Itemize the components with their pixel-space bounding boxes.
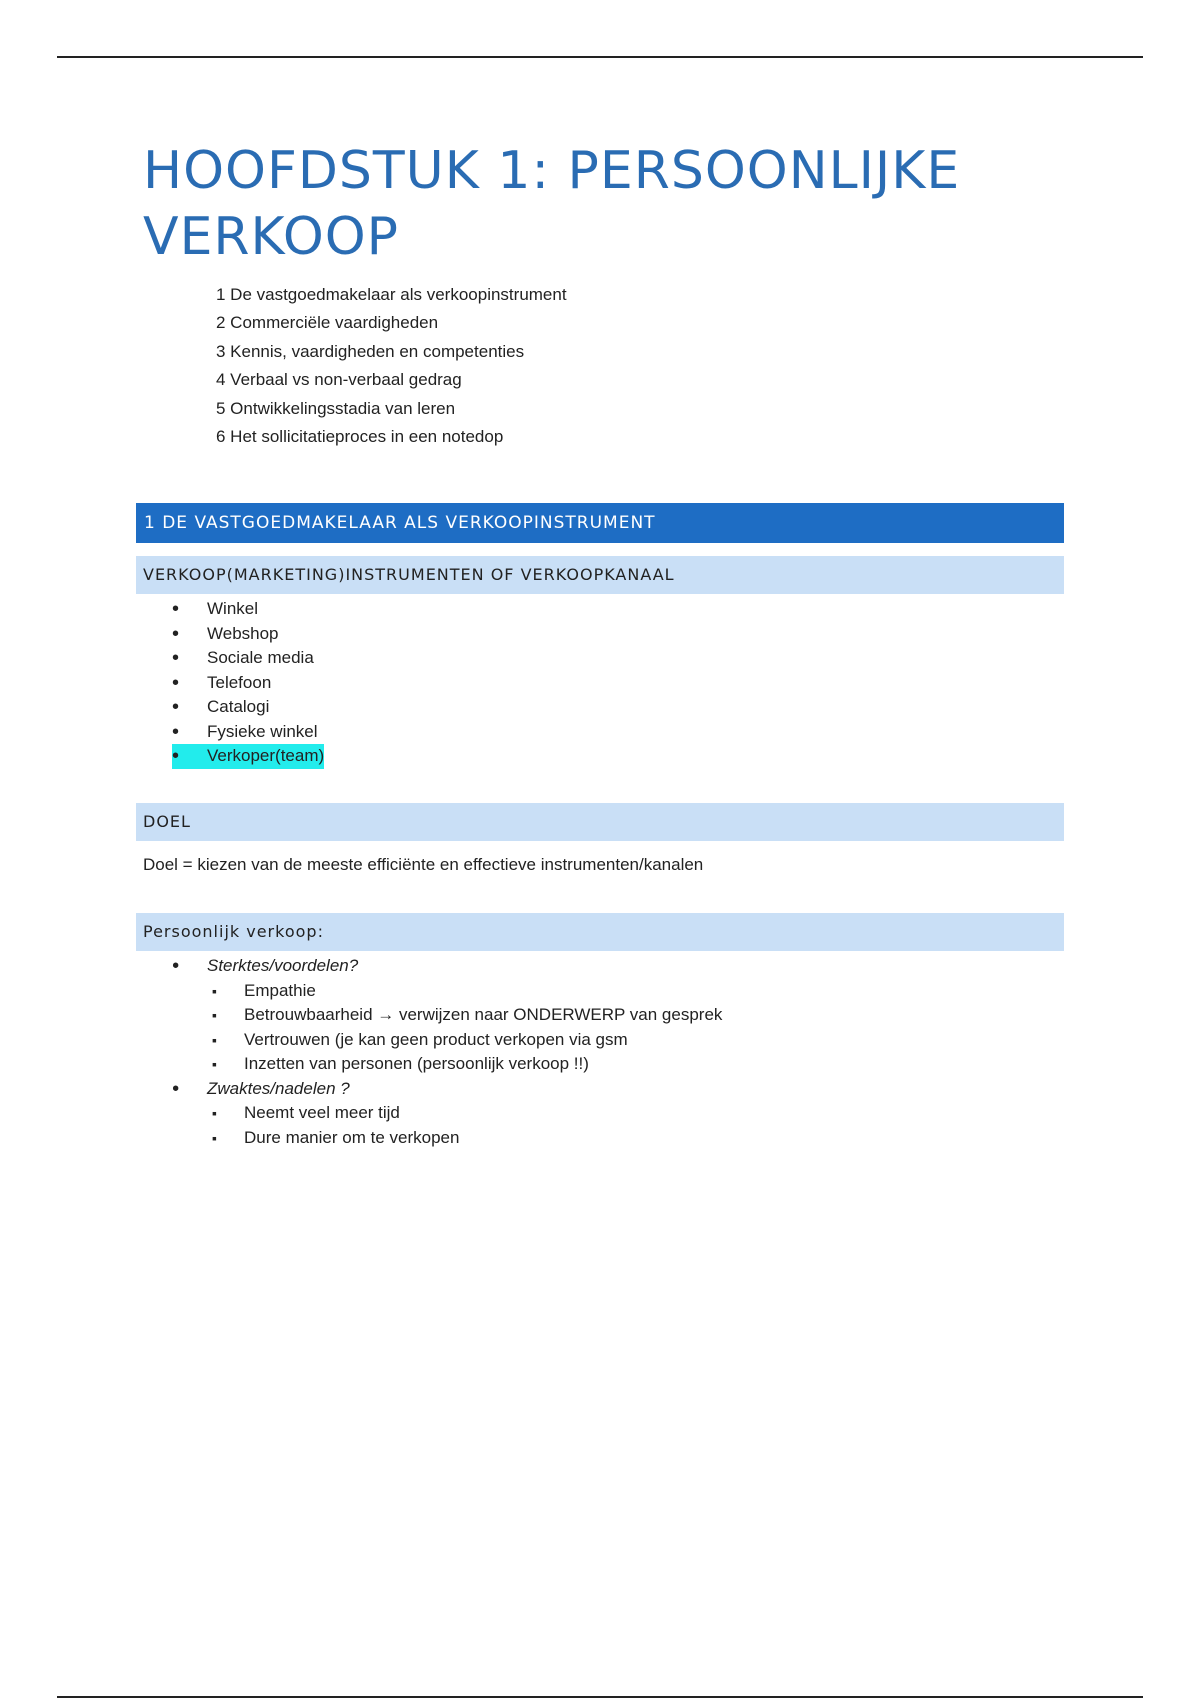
toc-item: 2 Commerciële vaardigheden — [216, 313, 439, 333]
page-title: HOOFDSTUK 1: PERSOONLIJKE VERKOOP — [143, 141, 961, 267]
toc-item: 5 Ontwikkelingsstadia van leren — [216, 398, 456, 418]
subsection-heading-doel: DOEL — [136, 803, 1064, 841]
subsection-heading-instruments: VERKOOP(MARKETING)INSTRUMENTEN OF VERKOOPKANAAL — [136, 556, 1064, 594]
doel-paragraph: Doel = kiezen van de meeste efficiënte en effectieve instrumenten/kanalen — [143, 855, 704, 874]
bottom-rule — [57, 1696, 1143, 1698]
list-item: ▪ Neemt veel meer tijd — [172, 1101, 722, 1126]
list-item: • Telefoon — [172, 671, 324, 696]
list-item-highlighted — [172, 744, 324, 769]
weaknesses-list — [207, 1101, 722, 1150]
table-of-contents — [216, 281, 567, 451]
strengths-item — [172, 954, 722, 1077]
list-item: ▪ Dure manier om te verkopen — [172, 1126, 722, 1151]
list-item: • Fysieke winkel — [172, 720, 324, 745]
instruments-list — [172, 597, 324, 769]
list-item: • Winkel — [172, 597, 324, 622]
section-heading: 1 DE VASTGOEDMAKELAAR ALS VERKOOPINSTRUMENT — [136, 503, 1064, 543]
toc-item: 6 Het sollicitatieproces in een notedop — [216, 427, 504, 447]
weaknesses-item — [172, 1077, 722, 1151]
persoonlijk-list — [172, 954, 722, 1150]
list-item: • Sociale media — [172, 646, 324, 671]
list-item: • Catalogi — [172, 695, 324, 720]
list-item: • Webshop — [172, 622, 324, 647]
toc-item: 1 De vastgoedmakelaar als verkoopinstrument — [216, 285, 567, 304]
toc-item: 4 Verbaal vs non-verbaal gedrag — [216, 370, 462, 390]
weaknesses-label: Zwaktes/nadelen ? — [207, 1078, 350, 1098]
list-item: ▪ Vertrouwen (je kan geen product verkopen via gsm — [172, 1028, 722, 1053]
strengths-label: Sterktes/voordelen? — [207, 956, 359, 975]
list-item: ▪ Betrouwbaarheid → verwijzen naar ONDERWERP van gesprek — [172, 1003, 722, 1028]
highlighted-text: Verkoper(team) — [207, 746, 325, 765]
toc-item: 3 Kennis, vaardigheden en competenties — [216, 341, 525, 361]
strengths-list — [207, 979, 722, 1077]
list-item: ▪ Empathie — [172, 979, 722, 1004]
list-item: ▪ Inzetten van personen (persoonlijk verkoop !!) — [172, 1052, 722, 1077]
top-rule — [57, 56, 1143, 58]
subsection-heading-persoonlijk: Persoonlijk verkoop: — [136, 913, 1064, 951]
